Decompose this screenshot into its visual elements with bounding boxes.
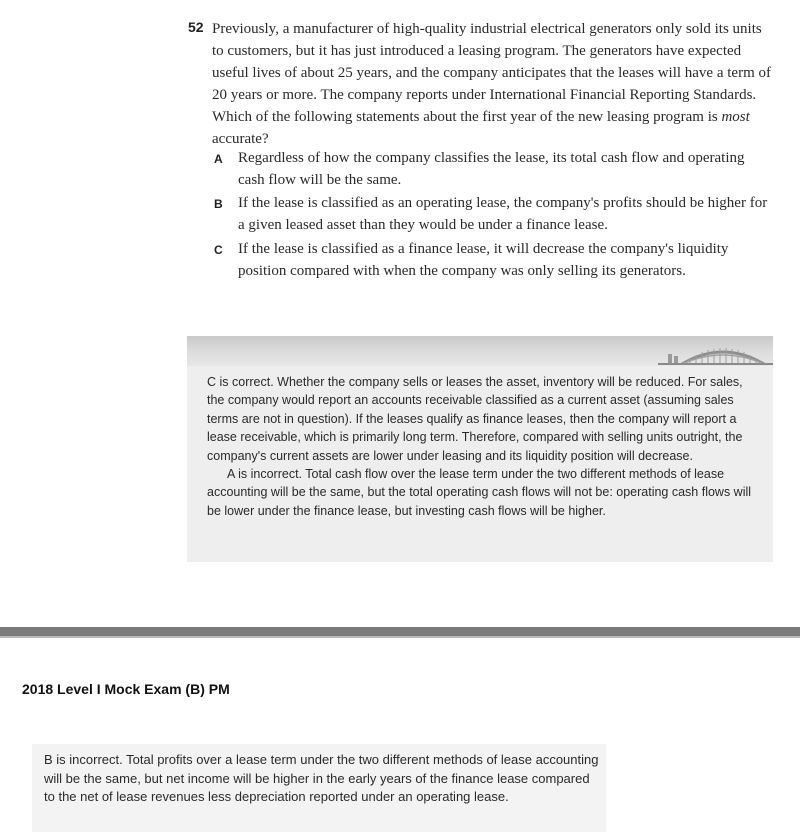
b-explanation-panel: [32, 744, 606, 832]
question-stem-emphasis: most: [721, 109, 750, 125]
answer-explanation: [207, 373, 762, 520]
question-stem: [212, 18, 772, 150]
option-c-letter: C: [214, 243, 223, 257]
answer-c-explanation: C is correct. Whether the company sells or leases the asset, inventory will be reduced. For sales, the company would report an accounts receivable classified as a current asset (assuming sales terms are not in question). If the leases qualify as finance leases, then the company will report a lease receivable, which is primarily long term. Therefore, compared with selling units outright, the company's current assets are lower under leasing and its liquidity position will decrease.: [207, 375, 743, 463]
question-stem-end: accurate?: [212, 131, 269, 147]
answer-header-bar: [187, 336, 773, 366]
option-a-text: Regardless of how the company classifies the lease, its total cash flow and operating cash flow will be the same.: [238, 150, 745, 188]
harbour-bridge-icon: [638, 336, 773, 366]
section-divider: [0, 627, 800, 636]
exam-title: 2018 Level I Mock Exam (B) PM: [22, 681, 230, 697]
question-stem-text: Previously, a manufacturer of high-quality industrial electrical generators only sold its units to customers, but it has just introduced a leasing program. The generators have expected useful lives of about 25 years, and the company anticipates that the leases will have a term of 20 years or more. The company reports under International Financial Reporting Standards. Which of the following statements about the first year of the new leasing program is: [212, 21, 771, 125]
answer-a-explanation: A is incorrect. Total cash flow over the lease term under the two different methods of lease accounting will be the same, but the total operating cash flows will not be: operating cash flows will be lower under the finance lease, but investing cash flows will be higher.: [207, 467, 752, 518]
b-explanation-text: B is incorrect. Total profits over a lease term under the two different methods of lease accounting will be the same, but net income will be higher in the early years of the finance lease compared to the net of lease revenues less depreciation reported under an operating lease.: [44, 752, 599, 804]
section-divider-shadow: [0, 636, 800, 638]
option-a-letter: A: [214, 152, 223, 166]
option-b-letter: B: [214, 197, 223, 211]
option-b-text: If the lease is classified as an operating lease, the company's profits should be higher for a given leased asset than they would be under a finance lease.: [238, 195, 768, 233]
answer-panel: [187, 336, 773, 562]
question-number: 52: [188, 19, 204, 35]
option-c-text: If the lease is classified as a finance lease, it will decrease the company's liquidity position compared with when the company was only selling its generators.: [238, 241, 729, 279]
